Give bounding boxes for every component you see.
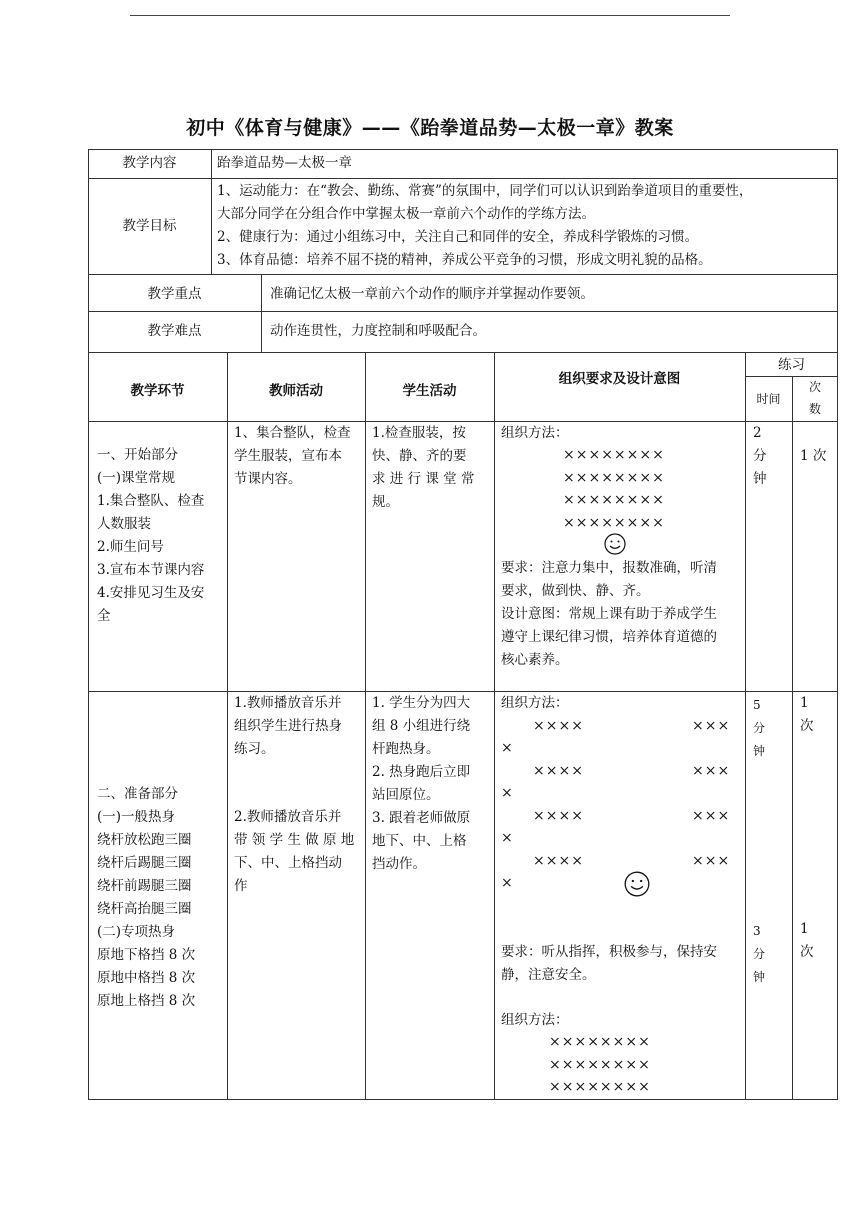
key-point-label: 教学重点 [147,286,202,302]
group-left: ×××× [533,853,584,869]
objectives-list [217,180,837,272]
student-line: 3. 跟着老师做原 [372,810,471,826]
col-divider [745,352,746,1100]
teacher-line: 学生服装，宣布本 [234,448,342,464]
group-left: ×××× [533,763,584,779]
student-line: 1. 学生分为四大 [372,695,471,711]
stage-line: 绕杆放松跑三圈 [97,832,192,848]
section2-count-2 [800,918,830,964]
objective-line: 2、健康行为：通过小组练习中，关注自己和同伴的安全，养成科学锻炼的习惯。 [217,229,699,245]
header-teacher: 教师活动 [269,383,323,399]
stage-line: (一)课堂常规 [97,470,176,486]
section2-stage [97,783,222,1013]
col-divider [494,352,495,1100]
student-line: 规。 [372,494,399,510]
group-wrap: × [501,740,514,756]
student-line: 1.检查服装，按 [372,425,466,441]
formation-row: ×××××××× [563,447,665,463]
stage-line: 二、准备部分 [97,786,178,802]
group-right: ××× [692,808,731,824]
key-point-value: 准确记忆太极一章前六个动作的顺序并掌握动作要领。 [270,286,594,302]
requirement-line: 要求：注意力集中，报数准确，听清 [501,560,717,576]
header-student: 学生活动 [402,383,457,399]
section1-teacher [234,422,364,491]
stage-line: 绕杆高抬腿三圈 [97,901,192,917]
section1-formation [563,444,665,534]
stage-line: 2.师生问号 [97,539,164,555]
count-line: 1 [800,695,809,711]
formation-row: ×××××××× [549,1079,651,1095]
section2-requirement [501,941,743,987]
requirement-line: 要求：听从指挥，积极参与，保持安 [501,944,717,960]
group-wrap: × [501,830,514,846]
row-divider [88,352,838,353]
header-practice: 练习 [778,357,805,373]
time-line: 钟 [753,471,767,487]
formation-row: ×××××××× [549,1034,651,1050]
student-line: 地下、中、上格 [372,833,467,849]
student-line: 站回原位。 [372,787,440,803]
teacher-line: 带 领 学 生 做 原 地 [234,832,355,848]
formation-row: ×××××××× [563,492,665,508]
col-divider [211,149,212,274]
row-divider [88,178,838,179]
time-line: 3 [753,924,761,938]
col-divider [261,274,262,352]
group-wrap: × [501,875,514,891]
difficulty-label: 教学难点 [147,323,202,339]
section2-org-label-2: 组织方法： [501,1012,569,1028]
objective-line: 3、体育品德：培养不屈不挠的精神，养成公平竞争的习惯，形成文明礼貌的品格。 [217,252,712,268]
content-value: 跆拳道品势—太极一章 [217,155,352,171]
section2-time-1 [753,694,783,763]
teacher-smiley-icon [624,871,650,897]
time-line: 钟 [753,744,766,758]
group-left: ×××× [533,808,584,824]
student-line: 2. 热身跑后立即 [372,764,471,780]
time-line: 5 [753,698,761,712]
header-rule [130,15,730,16]
group-right: ××× [692,763,731,779]
section1-design [501,603,743,672]
page-title: 初中《体育与健康》——《跆拳道品势—太极一章》教案 [186,117,674,139]
objective-line: 1、运动能力：在“教会、勤练、常赛”的氛围中，同学们可以认识到跆拳道项目的重要性， [217,183,753,199]
time-line: 分 [753,721,766,735]
design-line: 核心素养。 [501,652,569,668]
teacher-line: 节课内容。 [234,471,302,487]
section1-stage [97,444,222,628]
time-line: 分 [753,448,767,464]
section1-requirement [501,557,743,603]
teacher-line: 作 [234,878,248,894]
group-right: ××× [692,853,731,869]
section2-teacher-b [234,806,364,898]
section2-student [372,692,492,876]
group-left: ×××× [533,718,584,734]
design-line: 遵守上课纪律习惯，培养体育道德的 [501,629,717,645]
stage-line: 3.宣布本节课内容 [97,562,205,578]
section1-org-label: 组织方法： [501,425,569,441]
col-divider [365,352,366,1100]
section2-teacher-a [234,692,364,761]
stage-line: 原地下格挡 8 次 [97,947,196,963]
stage-line: (二)专项热身 [97,924,176,940]
student-line: 求 进 行 课 堂 常 [372,471,475,487]
design-line: 设计意图：常规上课有助于养成学生 [501,606,717,622]
teacher-line: 组织学生进行热身 [234,718,342,734]
section1-student [372,422,492,514]
header-time: 时间 [756,392,781,406]
requirement-line: 静，注意安全。 [501,967,596,983]
section1-count: 1 次 [800,448,827,464]
time-line: 分 [753,947,766,961]
stage-line: 原地中格挡 8 次 [97,970,196,986]
col-divider [792,376,793,1100]
objective-line: 大部分同学在分组合作中掌握太极一章前六个动作的学练方法。 [217,206,595,222]
teacher-line: 1、集合整队，检查 [234,425,351,441]
header-count-line: 次 [808,380,821,394]
stage-line: 1.集合整队、检查 [97,493,205,509]
teacher-line: 下、中、上格挡动 [234,855,342,871]
teacher-line: 1.教师播放音乐并 [234,695,342,711]
time-line: 钟 [753,970,766,984]
section2-count-1 [800,692,830,738]
student-line: 挡动作。 [372,856,426,872]
teacher-line: 练习。 [234,741,275,757]
formation-row: ×××××××× [563,469,665,486]
formation-row: ×××××××× [563,514,665,531]
row-divider [88,311,838,312]
student-line: 快、静、齐的要 [372,448,467,464]
content-label: 教学内容 [122,155,177,171]
stage-line: 原地上格挡 8 次 [97,993,196,1009]
section1-time [753,422,783,491]
stage-line: 全 [97,608,111,624]
count-line: 1 [800,921,809,937]
section2-formation-2 [549,1031,651,1099]
count-line: 次 [800,944,814,960]
student-line: 组 8 小组进行绕 [372,718,471,734]
stage-line: 绕杆后踢腿三圈 [97,855,192,871]
teacher-line: 2.教师播放音乐并 [234,809,342,825]
section2-org-label: 组织方法： [501,695,569,711]
objectives-label: 教学目标 [122,218,177,234]
time-line: 2 [753,425,762,441]
student-line: 杆跑热身。 [372,741,440,757]
stage-line: 人数服装 [97,516,151,532]
stage-line: (一)一般热身 [97,809,176,825]
col-divider [227,352,228,1100]
row-divider [88,274,838,275]
stage-line: 绕杆前踢腿三圈 [97,878,192,894]
stage-line: 一、开始部分 [97,447,178,463]
group-wrap: × [501,785,514,801]
stage-line: 4.安排见习生及安 [97,585,205,601]
header-count [792,376,838,420]
count-line: 次 [800,718,814,734]
group-right: ××× [692,718,731,734]
difficulty-value: 动作连贯性，力度控制和呼吸配合。 [270,323,486,339]
section2-time-2 [753,920,783,989]
header-org: 组织要求及设计意图 [558,371,681,387]
requirement-line: 要求，做到快、静、齐。 [501,583,650,599]
header-count-line: 数 [808,402,821,416]
teacher-smiley-icon [604,533,626,555]
formation-row: ×××××××× [549,1056,651,1073]
header-stage: 教学环节 [130,383,185,399]
